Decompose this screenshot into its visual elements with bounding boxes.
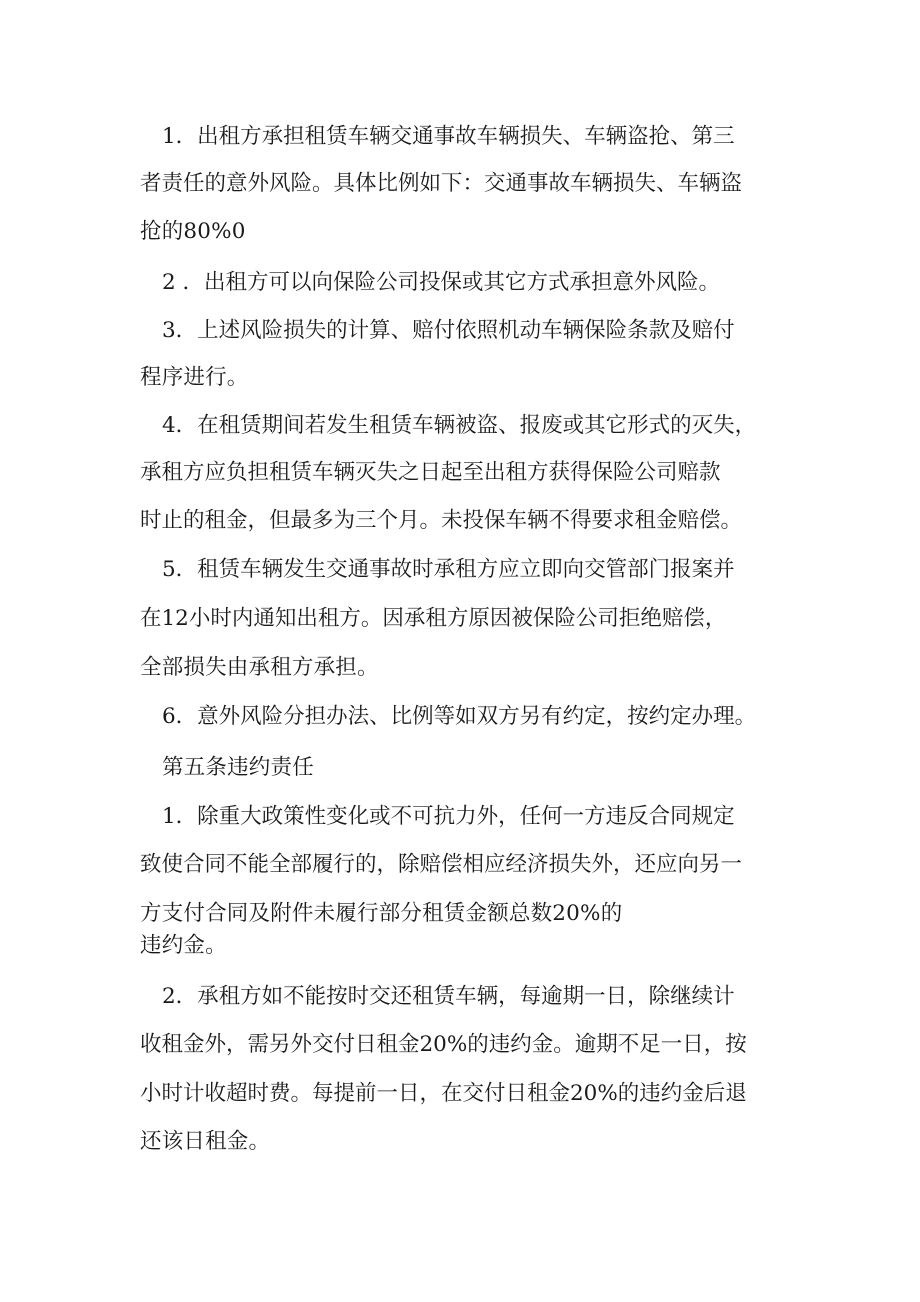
text-line: 还该日租金。 xyxy=(140,1129,271,1154)
text-line: 承租方应负担租赁车辆灭失之日起至出租方获得保险公司赔款 xyxy=(140,460,721,485)
text-line: 程序进行。 xyxy=(140,365,249,390)
text-line: 6．意外风险分担办法、比例等如双方另有约定，按约定办理。 xyxy=(162,704,757,729)
text-line: 1．出租方承担租赁车辆交通事故车辆损失、车辆盗抢、第三 xyxy=(162,124,735,149)
text-line: 在12小时内通知出租方。因承租方原因被保险公司拒绝赔偿， xyxy=(140,606,727,631)
text-line: 全部损失由承租方承担。 xyxy=(140,655,379,680)
text-line: 5．租赁车辆发生交通事故时承租方应立即向交管部门报案并 xyxy=(162,557,735,582)
text-line: 抢的80%0 xyxy=(140,219,246,244)
text-line: 3．上述风险损失的计算、赔付依照机动车辆保险条款及赔付 xyxy=(162,318,735,343)
text-line: 者责任的意外风险。具体比例如下：交通事故车辆损失、车辆盗 xyxy=(140,171,743,196)
section-heading: 第五条违约责任 xyxy=(162,755,314,780)
text-line: 方支付合同及附件未履行部分租赁金额总数20%的 xyxy=(140,901,623,926)
text-line: 2 ．出租方可以向保险公司投保或其它方式承担意外风险。 xyxy=(162,270,721,295)
text-line: 1．除重大政策性变化或不可抗力外，任何一方违反合同规定 xyxy=(162,804,735,829)
text-line: 4．在租赁期间若发生租赁车辆被盗、报废或其它形式的灭失， xyxy=(162,413,757,438)
text-line: 致使合同不能全部履行的，除赔偿相应经济损失外，还应向另一 xyxy=(140,852,743,877)
text-line: 2．承租方如不能按时交还租赁车辆，每逾期一日，除继续计 xyxy=(162,984,735,1009)
text-line: 收租金外，需另外交付日租金20%的违约金。逾期不足一日，按 xyxy=(140,1032,747,1057)
text-line: 违约金。 xyxy=(140,933,227,958)
text-line: 小时计收超时费。每提前一日，在交付日租金20%的违约金后退 xyxy=(140,1081,747,1106)
text-line: 时止的租金，但最多为三个月。未投保车辆不得要求租金赔偿。 xyxy=(140,508,743,533)
